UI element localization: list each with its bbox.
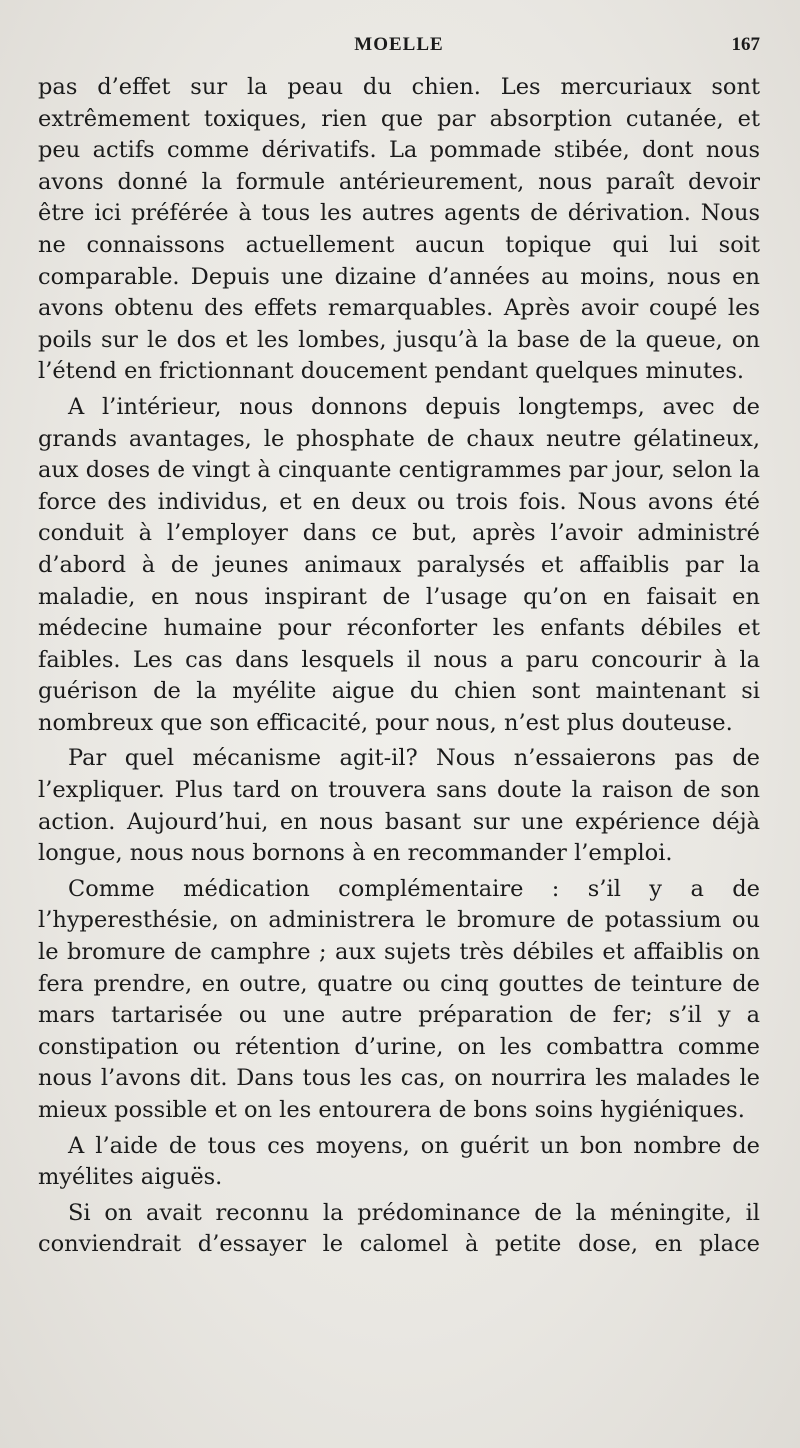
body-text [38, 72, 760, 1261]
paragraph: pas d’effet sur la peau du chien. Les mercuriaux sont extrêmement toxiques, rien que par absorption cutanée, et peu actifs comme dérivatifs. La pommade stibée, dont nous avons donné la formule antérieurement, nous paraît devoir être ici préférée à tous les autres agents de dérivation. Nous ne connaissons actuellement aucun topique qui lui soit comparable. Depuis une dizaine d’années au moins, nous en avons obtenu des effets remarquables. Après avoir coupé les poils sur le dos et les lombes, jusqu’à la base de la queue, on l’étend en frictionnant doucement pendant quelques minutes. [38, 74, 760, 385]
paragraph: Si on avait reconnu la prédominance de la méningite, il conviendrait d’essayer le calomel à petite dose, en place [38, 1199, 760, 1258]
paragraph: A l’aide de tous ces moyens, on guérit un bon nombre de myélites aiguës. [38, 1132, 760, 1191]
paragraph: Par quel mécanisme agit-il? Nous n’essaierons pas de l’expliquer. Plus tard on trouvera sans doute la raison de son action. Aujourd’hui, en nous basant sur une expérience déjà longue, nous nous bornons à en recommander l’emploi. [38, 745, 760, 867]
paragraph: A l’intérieur, nous donnons depuis longtemps, avec de grands avantages, le phosphate de chaux neutre gélatineux, aux doses de vingt à cinquante centigrammes par jour, selon la force des individus, et en deux ou trois fois. Nous avons été conduit à l’employer dans ce but, après l’avoir administré d’abord à de jeunes animaux paralysés et affaiblis par la maladie, en nous inspirant de l’usage qu’on en faisait en médecine humaine pour réconforter les enfants débiles et faibles. Les cas dans lesquels il nous a paru concourir à la guérison de la myélite aigue du chien sont maintenant si nombreux que son efficacité, pour nous, n’est plus douteuse. [38, 393, 760, 736]
page-number: 167 [731, 34, 760, 55]
paragraph: Comme médication complémentaire : s’il y a de l’hyperesthésie, on administrera le bromure de potassium ou le bromure de camphre ; aux sujets très débiles et affaiblis on fera prendre, en outre, quatre ou cinq gouttes de teinture de mars tartarisée ou une autre préparation de fer; s’il y a constipation ou rétention d’urine, on les combattra comme nous l’avons dit. Dans tous les cas, on nourrira les malades le mieux possible et on les entourera de bons soins hygiéniques. [38, 875, 760, 1123]
running-head [38, 34, 760, 58]
running-title: MOELLE [354, 34, 444, 55]
